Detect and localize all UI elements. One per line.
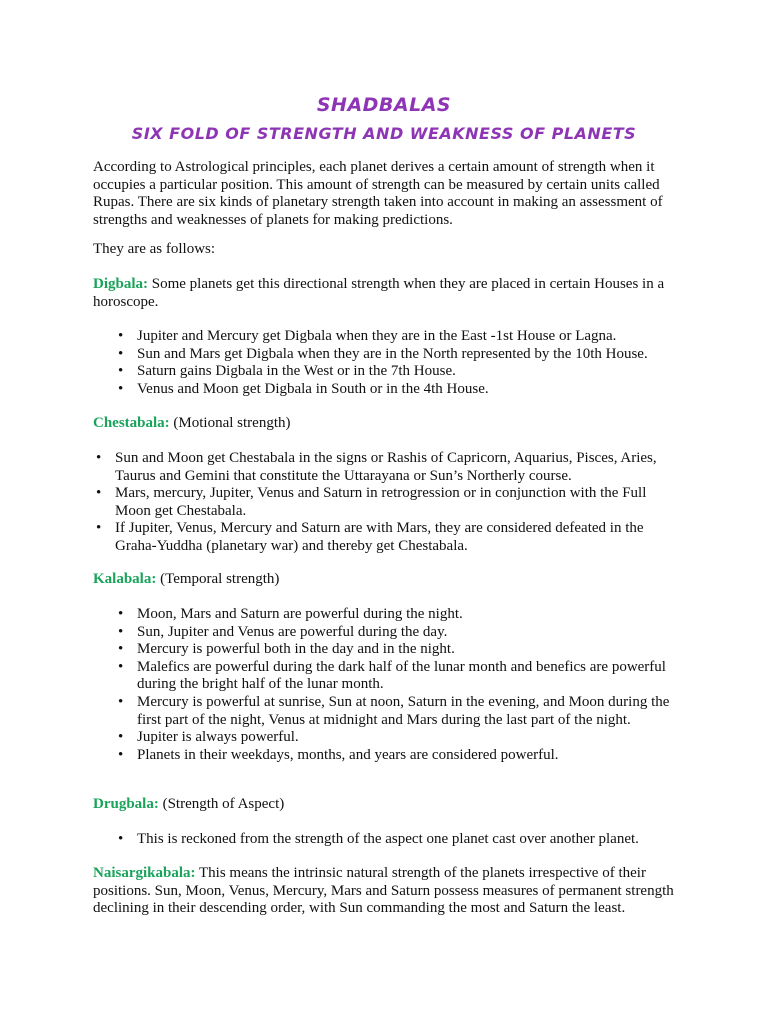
drugbala-paragraph [93,796,683,814]
list-item: • Malefics are powerful during the dark half of the lunar month and benefics are powerful during the bright half of the lunar month. [115,659,685,694]
list-item: • Mars, mercury, Jupiter, Venus and Saturn in retrogression or in conjunction with the Full Moon get Chestabala. [93,485,683,520]
chestabala-paragraph [93,415,683,433]
drugbala-term: Drugbala: [93,796,159,812]
digbala-text: Some planets get this directional strength when they are placed in certain Houses in a horoscope. [93,276,665,310]
list-item: • Sun and Moon get Chestabala in the signs or Rashis of Capricorn, Aquarius, Pisces, Aries, Taurus and Gemini that constitute the Uttarayana or Sun’s Northerly course. [93,450,683,485]
chestabala-text: (Motional strength) [169,415,291,431]
list-item: • Moon, Mars and Saturn are powerful during the night. [115,606,685,624]
follows-paragraph: They are as follows: [93,241,216,257]
list-item: • If Jupiter, Venus, Mercury and Saturn are with Mars, they are considered defeated in the Graha-Yuddha (planetary war) and thereby get Chestabala. [93,520,683,555]
kalabala-paragraph [93,571,683,589]
list-item: • Jupiter and Mercury get Digbala when they are in the East -1st House or Lagna. [115,328,685,346]
list-item: • Sun, Jupiter and Venus are powerful during the day. [115,624,685,642]
intro-paragraph: According to Astrological principles, each planet derives a certain amount of strength when it occupies a particular position. This amount of strength can be measured by certain units called Rupas. There are six kinds of planetary strength taken into account in making an assessment of strengths and weaknesses of planets for making predictions. [93,159,663,228]
list-item: • Mercury is powerful both in the day and in the night. [115,641,685,659]
naisargikabala-paragraph [93,865,683,918]
chestabala-list [93,450,683,556]
naisargikabala-text: This means the intrinsic natural strength of the planets irrespective of their positions. Sun, Moon, Venus, Mercury, Mars and Saturn possess measures of permanent strength declining in their descending order, with Sun commanding the most and Saturn the least. [93,865,674,917]
page-title: SHADBALAS [316,94,452,116]
kalabala-term: Kalabala: [93,571,157,587]
drugbala-text: (Strength of Aspect) [158,796,285,812]
drugbala-list [115,831,685,849]
kalabala-list [115,606,685,764]
list-item: • Jupiter is always powerful. [115,729,685,747]
naisargikabala-term: Naisargikabala: [93,865,196,881]
list-item: • Saturn gains Digbala in the West or in the 7th House. [115,363,685,381]
digbala-term: Digbala: [93,276,149,292]
digbala-paragraph [93,276,683,311]
list-item: • Planets in their weekdays, months, and years are considered powerful. [115,747,685,765]
digbala-list [115,328,685,398]
list-item: • Sun and Mars get Digbala when they are in the North represented by the 10th House. [115,346,685,364]
kalabala-text: (Temporal strength) [156,571,280,587]
list-item: • This is reckoned from the strength of the aspect one planet cast over another planet. [115,831,685,849]
chestabala-term: Chestabala: [93,415,170,431]
list-item: • Mercury is powerful at sunrise, Sun at noon, Saturn in the evening, and Moon during the first part of the night, Venus at midnight and Mars during the last part of the night. [115,694,685,729]
list-item: • Venus and Moon get Digbala in South or in the 4th House. [115,381,685,399]
page-subtitle: SIX FOLD OF STRENGTH AND WEAKNESS OF PLANETS [131,124,637,143]
